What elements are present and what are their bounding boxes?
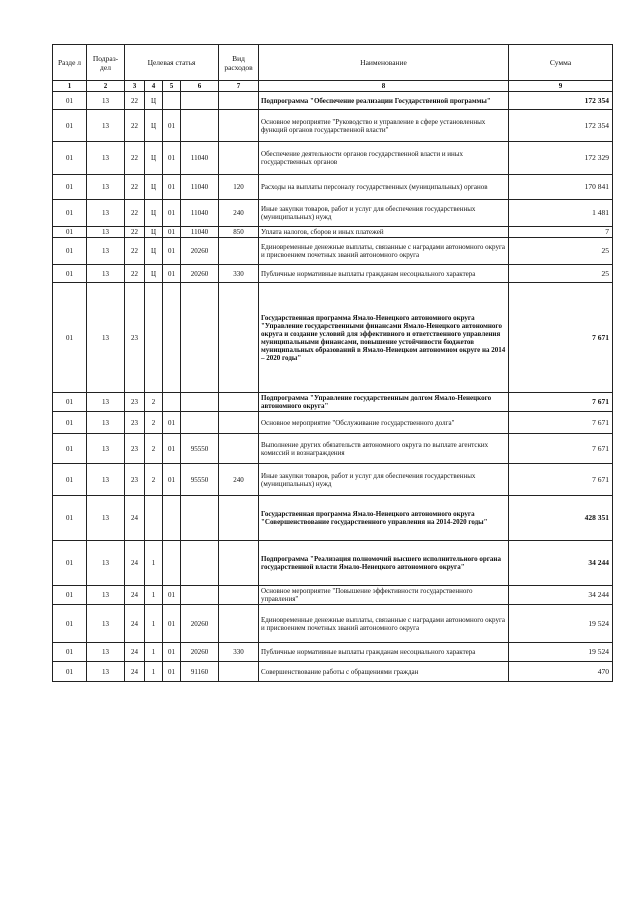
cell-cs-3 xyxy=(163,283,181,393)
table-row xyxy=(53,496,613,541)
cell-cs-3: 01 xyxy=(163,175,181,200)
cell-cs-4: 11040 xyxy=(181,175,219,200)
cell-razdel: 01 xyxy=(53,393,87,412)
cell-vid-rashodov xyxy=(219,605,259,643)
cell-podrazdel: 13 xyxy=(87,142,125,175)
cell-vid-rashodov: 330 xyxy=(219,265,259,283)
cell-vid-rashodov xyxy=(219,92,259,110)
cell-naimenovanie: Публичные нормативные выплаты гражданам несоциального характера xyxy=(259,265,509,283)
cell-cs-3: 01 xyxy=(163,412,181,434)
cell-cs-3: 01 xyxy=(163,662,181,682)
cell-cs-4 xyxy=(181,541,219,586)
cell-razdel: 01 xyxy=(53,541,87,586)
cell-cs-2: 2 xyxy=(145,434,163,464)
table-row xyxy=(53,412,613,434)
cell-podrazdel: 13 xyxy=(87,175,125,200)
header-row xyxy=(53,45,613,81)
cell-cs-4 xyxy=(181,92,219,110)
cell-naimenovanie: Расходы на выплаты персоналу государственных (муниципальных) органов xyxy=(259,175,509,200)
cell-cs-4 xyxy=(181,110,219,142)
table-row xyxy=(53,662,613,682)
cell-naimenovanie: Подпрограмма "Управление государственным долгом Ямало-Ненецкого автономного округа" xyxy=(259,393,509,412)
cell-podrazdel: 13 xyxy=(87,541,125,586)
cell-cs-4 xyxy=(181,586,219,605)
cell-cs-2 xyxy=(145,496,163,541)
cell-naimenovanie: Публичные нормативные выплаты гражданам несоциального характера xyxy=(259,643,509,662)
cell-vid-rashodov xyxy=(219,238,259,265)
cell-cs-2: 2 xyxy=(145,464,163,496)
cell-naimenovanie: Выполнение других обязательств автономного округа по выплате агентских комиссий и вознаграждения xyxy=(259,434,509,464)
col-num-4: 4 xyxy=(145,81,163,92)
cell-cs-2: 2 xyxy=(145,393,163,412)
cell-cs-3: 01 xyxy=(163,464,181,496)
header-vid-rashodov: Вид расходов xyxy=(219,45,259,81)
cell-razdel: 01 xyxy=(53,496,87,541)
col-num-5: 5 xyxy=(163,81,181,92)
cell-naimenovanie: Единовременные денежные выплаты, связанные с наградами автономного округа и присвоением почетных званий автономного округа xyxy=(259,605,509,643)
cell-cs-3 xyxy=(163,393,181,412)
cell-vid-rashodov: 240 xyxy=(219,464,259,496)
cell-summa: 170 841 xyxy=(509,175,613,200)
cell-cs-3: 01 xyxy=(163,200,181,227)
cell-cs-3: 01 xyxy=(163,586,181,605)
cell-vid-rashodov xyxy=(219,541,259,586)
col-num-9: 9 xyxy=(509,81,613,92)
cell-summa: 34 244 xyxy=(509,586,613,605)
table-row xyxy=(53,464,613,496)
cell-naimenovanie: Подпрограмма "Обеспечение реализации Государственной программы" xyxy=(259,92,509,110)
table-row xyxy=(53,265,613,283)
cell-cs-2: Ц xyxy=(145,92,163,110)
cell-podrazdel: 13 xyxy=(87,238,125,265)
cell-razdel: 01 xyxy=(53,110,87,142)
cell-summa: 25 xyxy=(509,265,613,283)
table-row xyxy=(53,200,613,227)
cell-razdel: 01 xyxy=(53,142,87,175)
cell-vid-rashodov xyxy=(219,496,259,541)
cell-cs-3: 01 xyxy=(163,265,181,283)
cell-cs-3: 01 xyxy=(163,227,181,238)
cell-cs-4: 11040 xyxy=(181,227,219,238)
cell-cs-3: 01 xyxy=(163,434,181,464)
cell-vid-rashodov xyxy=(219,283,259,393)
table-row xyxy=(53,393,613,412)
cell-podrazdel: 13 xyxy=(87,643,125,662)
cell-naimenovanie: Уплата налогов, сборов и иных платежей xyxy=(259,227,509,238)
col-num-3: 3 xyxy=(125,81,145,92)
table-row xyxy=(53,227,613,238)
cell-razdel: 01 xyxy=(53,92,87,110)
cell-podrazdel: 13 xyxy=(87,662,125,682)
cell-summa: 19 524 xyxy=(509,605,613,643)
cell-cs-2: Ц xyxy=(145,265,163,283)
cell-naimenovanie: Иные закупки товаров, работ и услуг для обеспечения государственных (муниципальных) нужд xyxy=(259,464,509,496)
cell-podrazdel: 13 xyxy=(87,464,125,496)
cell-summa: 428 351 xyxy=(509,496,613,541)
cell-cs-2: Ц xyxy=(145,175,163,200)
col-num-7: 7 xyxy=(219,81,259,92)
cell-cs-4 xyxy=(181,283,219,393)
cell-naimenovanie: Обеспечение деятельности органов государственной власти и иных государственных органов xyxy=(259,142,509,175)
cell-cs-3 xyxy=(163,541,181,586)
budget-table-sheet xyxy=(52,44,612,682)
header-naimenovanie: Наименование xyxy=(259,45,509,81)
cell-cs-3: 01 xyxy=(163,142,181,175)
cell-cs-1: 24 xyxy=(125,605,145,643)
cell-razdel: 01 xyxy=(53,662,87,682)
cell-cs-1: 22 xyxy=(125,200,145,227)
cell-razdel: 01 xyxy=(53,412,87,434)
col-num-6: 6 xyxy=(181,81,219,92)
table-row xyxy=(53,586,613,605)
table-row xyxy=(53,142,613,175)
cell-razdel: 01 xyxy=(53,586,87,605)
cell-summa: 7 xyxy=(509,227,613,238)
cell-summa: 7 671 xyxy=(509,412,613,434)
column-number-row xyxy=(53,81,613,92)
cell-cs-2: 2 xyxy=(145,412,163,434)
budget-table xyxy=(52,44,613,682)
cell-cs-3 xyxy=(163,496,181,541)
cell-vid-rashodov xyxy=(219,434,259,464)
col-num-8: 8 xyxy=(259,81,509,92)
cell-podrazdel: 13 xyxy=(87,200,125,227)
cell-razdel: 01 xyxy=(53,238,87,265)
cell-cs-2: 1 xyxy=(145,605,163,643)
cell-razdel: 01 xyxy=(53,227,87,238)
cell-cs-1: 22 xyxy=(125,238,145,265)
cell-razdel: 01 xyxy=(53,605,87,643)
cell-cs-1: 22 xyxy=(125,92,145,110)
table-row xyxy=(53,238,613,265)
cell-cs-2: Ц xyxy=(145,238,163,265)
cell-cs-2: 1 xyxy=(145,662,163,682)
cell-razdel: 01 xyxy=(53,643,87,662)
cell-summa: 7 671 xyxy=(509,393,613,412)
table-row xyxy=(53,605,613,643)
cell-vid-rashodov xyxy=(219,110,259,142)
cell-razdel: 01 xyxy=(53,434,87,464)
cell-cs-4: 91160 xyxy=(181,662,219,682)
table-row xyxy=(53,643,613,662)
cell-cs-4: 20260 xyxy=(181,238,219,265)
cell-vid-rashodov xyxy=(219,586,259,605)
table-row xyxy=(53,175,613,200)
cell-podrazdel: 13 xyxy=(87,393,125,412)
table-row xyxy=(53,110,613,142)
cell-cs-2: Ц xyxy=(145,142,163,175)
cell-summa: 172 354 xyxy=(509,92,613,110)
header-celevaya-statya: Целевая статья xyxy=(125,45,219,81)
cell-summa: 7 671 xyxy=(509,283,613,393)
cell-podrazdel: 13 xyxy=(87,605,125,643)
cell-naimenovanie: Основное мероприятие "Руководство и управление в сфере установленных функций органов государственной власти" xyxy=(259,110,509,142)
cell-cs-4 xyxy=(181,393,219,412)
cell-vid-rashodov xyxy=(219,393,259,412)
cell-naimenovanie: Государственная программа Ямало-Ненецкого автономного округа "Управление государственными финансами Ямало-Ненецкого автономного округа и создание условий для эффективного и ответственного управления муниципальными финансами, повышение устойчивости бюджетов муниципальных образований в Ямало-Ненецком автономном округе на 2014 – 2020 годы" xyxy=(259,283,509,393)
cell-cs-2: 1 xyxy=(145,586,163,605)
cell-cs-4: 20260 xyxy=(181,265,219,283)
cell-podrazdel: 13 xyxy=(87,110,125,142)
cell-cs-2: 1 xyxy=(145,541,163,586)
cell-razdel: 01 xyxy=(53,283,87,393)
cell-cs-1: 23 xyxy=(125,412,145,434)
cell-cs-2: Ц xyxy=(145,227,163,238)
cell-razdel: 01 xyxy=(53,200,87,227)
cell-naimenovanie: Подпрограмма "Реализация полномочий высшего исполнительного органа государственной власти Ямало-Ненецкого автономного округа" xyxy=(259,541,509,586)
cell-summa: 172 329 xyxy=(509,142,613,175)
cell-vid-rashodov xyxy=(219,142,259,175)
cell-cs-4 xyxy=(181,412,219,434)
cell-podrazdel: 13 xyxy=(87,92,125,110)
cell-naimenovanie: Основное мероприятие "Повышение эффективности государственного управления" xyxy=(259,586,509,605)
header-summa: Сумма xyxy=(509,45,613,81)
cell-summa: 7 671 xyxy=(509,434,613,464)
cell-vid-rashodov xyxy=(219,662,259,682)
cell-cs-2: Ц xyxy=(145,110,163,142)
cell-cs-1: 22 xyxy=(125,265,145,283)
table-row xyxy=(53,541,613,586)
cell-summa: 1 481 xyxy=(509,200,613,227)
cell-cs-1: 23 xyxy=(125,283,145,393)
cell-podrazdel: 13 xyxy=(87,586,125,605)
cell-cs-1: 23 xyxy=(125,434,145,464)
cell-cs-1: 23 xyxy=(125,464,145,496)
cell-cs-1: 23 xyxy=(125,393,145,412)
cell-cs-3: 01 xyxy=(163,110,181,142)
cell-naimenovanie: Государственная программа Ямало-Ненецкого автономного округа "Совершенствование государственного управления на 2014-2020 годы" xyxy=(259,496,509,541)
col-num-1: 1 xyxy=(53,81,87,92)
table-row xyxy=(53,283,613,393)
cell-razdel: 01 xyxy=(53,175,87,200)
table-row xyxy=(53,92,613,110)
cell-cs-1: 24 xyxy=(125,643,145,662)
cell-cs-1: 24 xyxy=(125,541,145,586)
table-row xyxy=(53,434,613,464)
cell-cs-1: 24 xyxy=(125,586,145,605)
cell-cs-3: 01 xyxy=(163,238,181,265)
cell-podrazdel: 13 xyxy=(87,227,125,238)
cell-naimenovanie: Совершенствование работы с обращениями граждан xyxy=(259,662,509,682)
cell-cs-3: 01 xyxy=(163,643,181,662)
cell-vid-rashodov: 850 xyxy=(219,227,259,238)
cell-cs-4: 20260 xyxy=(181,605,219,643)
cell-cs-2: Ц xyxy=(145,200,163,227)
cell-cs-1: 22 xyxy=(125,227,145,238)
cell-vid-rashodov: 330 xyxy=(219,643,259,662)
cell-cs-4 xyxy=(181,496,219,541)
cell-cs-2 xyxy=(145,283,163,393)
cell-summa: 34 244 xyxy=(509,541,613,586)
col-num-2: 2 xyxy=(87,81,125,92)
cell-podrazdel: 13 xyxy=(87,434,125,464)
cell-vid-rashodov: 240 xyxy=(219,200,259,227)
cell-vid-rashodov: 120 xyxy=(219,175,259,200)
cell-podrazdel: 13 xyxy=(87,496,125,541)
cell-cs-1: 22 xyxy=(125,110,145,142)
cell-cs-1: 24 xyxy=(125,496,145,541)
cell-cs-2: 1 xyxy=(145,643,163,662)
table-body xyxy=(53,92,613,682)
cell-summa: 7 671 xyxy=(509,464,613,496)
cell-cs-3: 01 xyxy=(163,605,181,643)
cell-cs-1: 22 xyxy=(125,142,145,175)
cell-razdel: 01 xyxy=(53,464,87,496)
cell-cs-3 xyxy=(163,92,181,110)
cell-podrazdel: 13 xyxy=(87,283,125,393)
cell-podrazdel: 13 xyxy=(87,265,125,283)
cell-cs-4: 11040 xyxy=(181,142,219,175)
cell-podrazdel: 13 xyxy=(87,412,125,434)
cell-vid-rashodov xyxy=(219,412,259,434)
cell-summa: 172 354 xyxy=(509,110,613,142)
cell-naimenovanie: Иные закупки товаров, работ и услуг для обеспечения государственных (муниципальных) нужд xyxy=(259,200,509,227)
cell-cs-1: 22 xyxy=(125,175,145,200)
cell-summa: 470 xyxy=(509,662,613,682)
cell-cs-1: 24 xyxy=(125,662,145,682)
cell-summa: 19 524 xyxy=(509,643,613,662)
header-podrazdel: Подраз- дел xyxy=(87,45,125,81)
cell-cs-4: 95550 xyxy=(181,434,219,464)
cell-cs-4: 95550 xyxy=(181,464,219,496)
cell-cs-4: 11040 xyxy=(181,200,219,227)
cell-razdel: 01 xyxy=(53,265,87,283)
cell-naimenovanie: Основное мероприятие "Обслуживание государственного долга" xyxy=(259,412,509,434)
cell-summa: 25 xyxy=(509,238,613,265)
cell-naimenovanie: Единовременные денежные выплаты, связанные с наградами автономного округа и присвоением почетных званий автономного округа xyxy=(259,238,509,265)
cell-cs-4: 20260 xyxy=(181,643,219,662)
header-razdel: Разде л xyxy=(53,45,87,81)
